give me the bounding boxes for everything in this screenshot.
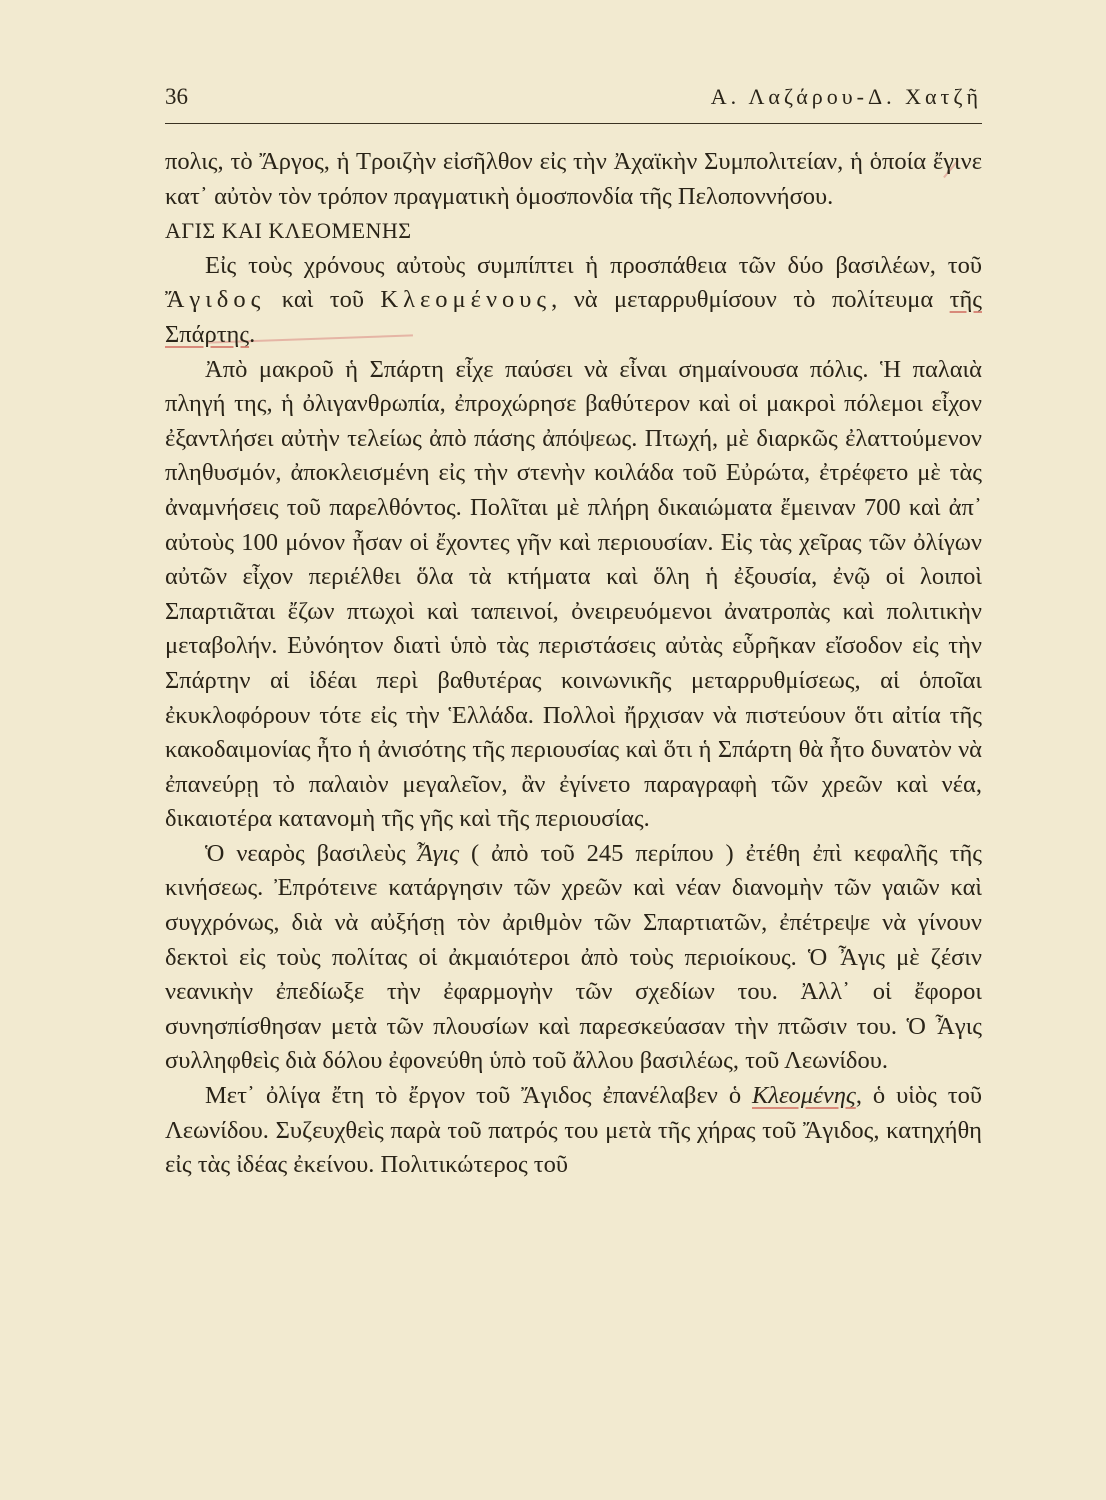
paragraph-4 [165, 837, 982, 1079]
paragraph-5-rest: , ὁ υἱὸς τοῦ Λεωνίδου. Συζευχθεὶς παρὰ τοῦ πατρός του μετὰ τῆς χήρας τοῦ Ἄγιδος, κατηχήθη εἰς τὰς ἰδέας ἐκείνου. Πολιτικώτερος τοῦ [165, 1082, 982, 1179]
paragraph-2 [165, 249, 982, 353]
paragraph-2-mid: καὶ τοῦ [265, 286, 381, 314]
paragraph-4-start: Ὁ νεαρὸς βασιλεὺς [205, 839, 418, 867]
paragraph-5-start: Μετ᾽ ὀλίγα ἔτη τὸ ἔργον τοῦ Ἄγιδος ἐπανέλαβεν ὁ [205, 1082, 753, 1110]
section-heading: ΑΓΙΣ ΚΑΙ ΚΛΕΟΜΕΝΗΣ [165, 218, 412, 244]
body-text [165, 145, 982, 1183]
name-agis-spaced: Ἄγιδος [165, 286, 266, 314]
name-kleomenes-spaced: Κλεομένους [380, 286, 552, 314]
paragraph-2-start: Εἰς τοὺς χρόνους αὐτοὺς συμπίπτει ἡ προσπάθεια τῶν δύο βασιλέων, τοῦ [205, 251, 982, 279]
paragraph-4-rest: ( ἀπὸ τοῦ 245 περίπου ) ἐτέθη ἐπὶ κεφαλῆς τῆς κινήσεως. Ἐπρότεινε κατάργησιν τῶν χρεῶν καὶ νέαν διανομὴν τῶν γαιῶν καὶ συγχρόνως, διὰ νὰ αὐξήσῃ τὸν ἀριθμὸν τῶν Σπαρτιατῶν, ἐπέτρεψε νὰ γίνουν δεκτοὶ εἰς τοὺς πολίτας οἱ ἀκμαιότεροι ἀπὸ τοὺς περιοίκους. Ὁ Ἆγις μὲ ζέσιν νεανικὴν ἐπεδίωξε τὴν ἐφαρμογὴν τῶν σχεδίων του. Ἀλλ᾽ οἱ ἔφοροι συνησπίσθησαν μετὰ τῶν πλουσίων καὶ παρεσκεύασαν τὴν πτῶσιν του. Ὁ Ἆγις συλληφθεὶς διὰ δόλου ἐφονεύθη ὑπὸ τοῦ ἄλλου βασιλέως, τοῦ Λεωνίδου. [165, 839, 983, 1075]
page-header [165, 84, 982, 120]
running-head: Α. Λαζάρου-Δ. Χατζῆ [710, 84, 982, 109]
page-number: 36 [165, 84, 188, 109]
paragraph-5 [165, 1079, 982, 1183]
paragraph-3: Ἀπὸ μακροῦ ἡ Σπάρτη εἶχε παύσει νὰ εἶναι σημαίνουσα πόλις. Ἡ παλαιὰ πληγή της, ἡ ὀλιγανθρωπία, ἐπροχώρησε βαθύτερον καὶ οἱ μακροὶ πόλεμοι εἶχον ἐξαντλήσει αὐτὴν τελείως ἀπὸ πάσης ἀπόψεως. Πτωχή, μὲ διαρκῶς ἐλαττούμενον πληθυσμόν, ἀποκλεισμένη εἰς τὴν στενὴν κοιλάδα τοῦ Εὐρώτα, ἐτρέφετο μὲ τὰς ἀναμνήσεις τοῦ παρελθόντος. Πολῖται μὲ πλήρη δικαιώματα ἔμειναν 700 καὶ ἀπ᾽ αὐτοὺς 100 μόνον ἦσαν οἱ ἔχοντες γῆν καὶ περιουσίαν. Εἰς τὰς χεῖρας τῶν ὀλίγων αὐτῶν εἶχον περιέλθει ὅλα τὰ κτήματα καὶ ὅλη ἡ ἐξουσία, ἐνῷ οἱ λοιποὶ Σπαρτιᾶται ἔζων πτωχοὶ καὶ ταπεινοί, ὀνειρευόμενοι ἀνατροπὰς καὶ πολιτικὴν μεταβολήν. Εὐνόητον διατὶ ὑπὸ τὰς περιστάσεις αὐτὰς εὗρῆκαν εἴσοδον εἰς τὴν Σπάρτην αἱ ἰδέαι περὶ βαθυτέρας κοινωνικῆς μεταρρυθμίσεως, αἱ ὁποῖαι ἐκυκλοφόρουν τότε εἰς τὴν Ἑλλάδα. Πολλοὶ ἤρχισαν νὰ πιστεύουν ὅτι αἰτία τῆς κακοδαιμονίας ἦτο ἡ ἀνισότης τῆς περιουσίας καὶ ὅτι ἡ Σπάρτη θὰ ἦτο δυνατὸν νὰ ἐπανεύρῃ τὸ παλαιὸν μεγαλεῖον, ἂν ἐγίνετο παραγραφὴ τῶν χρεῶν καὶ νέα, δικαιοτέρα κατανομὴ τῆς γῆς καὶ τῆς περιουσίας. [165, 355, 982, 833]
name-kleomenes-italic: Κλεομένης [752, 1082, 856, 1110]
paragraph-2-end-a: , νὰ μεταρρυθμίσουν τὸ πολίτευμα [551, 286, 950, 314]
paragraph-1: πολις, τὸ Ἄργος, ἡ Τροιζὴν εἰσῆλθον εἰς τὴν Ἀχαϊκὴν Συμπολιτείαν, ἡ ὁποία ἔγινε κατ᾽ αὐτὸν τὸν τρόπον πραγματικὴ ὁμοσπονδία τῆς Πελοποννήσου. [165, 148, 982, 210]
underlined-sparta: τῆς Σπάρτης [165, 286, 982, 348]
name-agis-italic: Ἆγις [417, 839, 460, 867]
header-rule [165, 123, 982, 124]
paragraph-2-end-b: . [249, 320, 256, 348]
